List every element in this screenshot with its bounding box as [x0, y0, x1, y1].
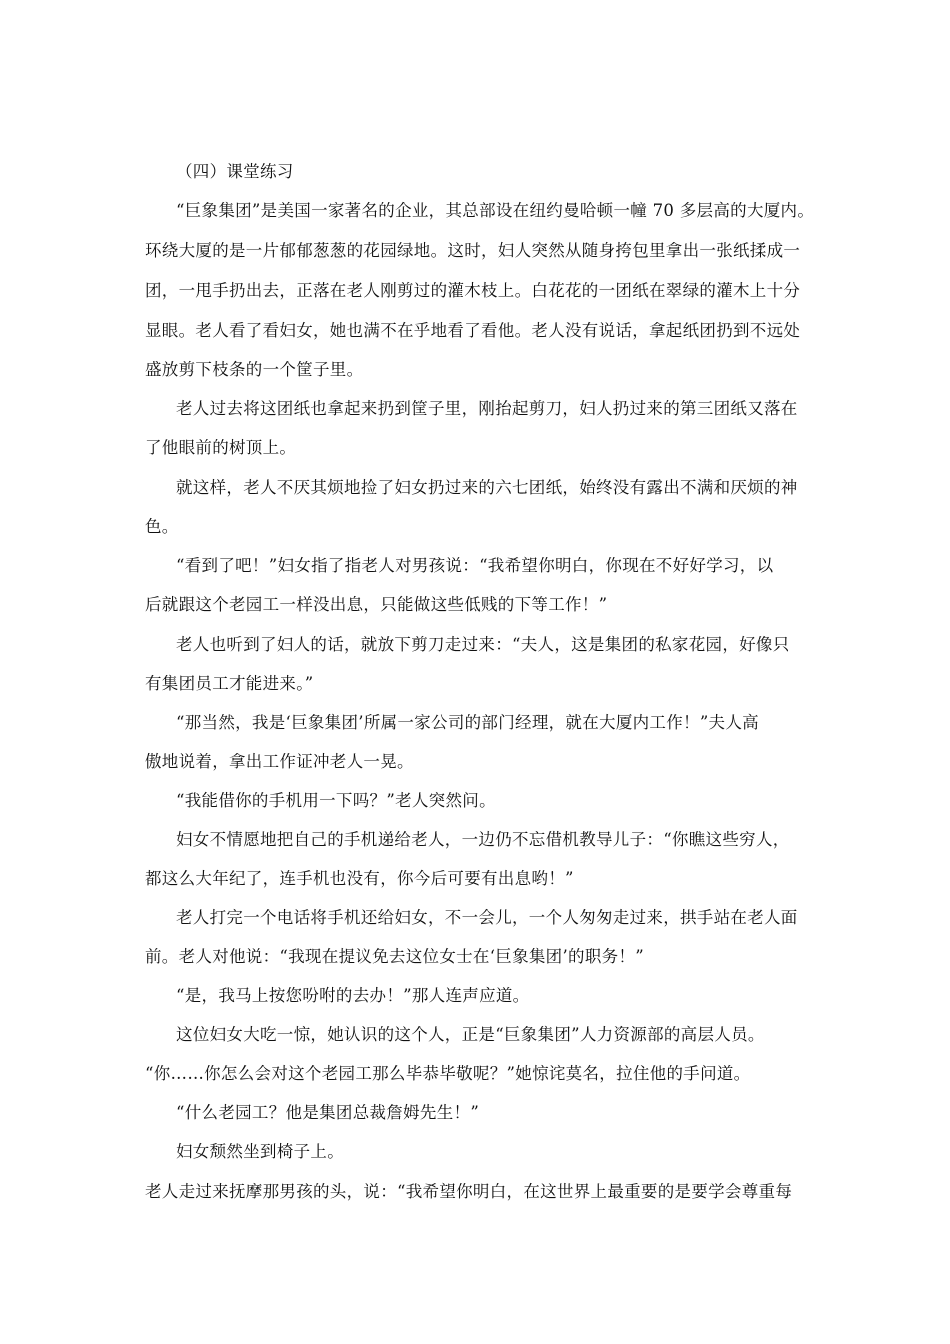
- paragraph-line: 老人也听到了妇人的话，就放下剪刀走过来：“夫人，这是集团的私家花园，好像只: [176, 635, 790, 654]
- paragraph-line: 团，一甩手扔出去，正落在老人刚剪过的灌木枝上。白花花的一团纸在翠绿的灌木上十分: [145, 281, 801, 300]
- paragraph-line: “什么老园工？他是集团总裁詹姆先生！”: [176, 1103, 480, 1122]
- paragraph-line: 了他眼前的树顶上。: [145, 438, 297, 457]
- paragraph-line: “看到了吧！”妇女指了指老人对男孩说：“我希望你明白，你现在不好好学习，以: [176, 556, 774, 575]
- paragraph-line: 老人过去将这团纸也拿起来扔到筐子里，刚抬起剪刀，妇人扔过来的第三团纸又落在: [176, 399, 798, 418]
- paragraph-line: 前。老人对他说：“我现在提议免去这位女士在‘巨象集团’的职务！”: [145, 947, 644, 966]
- paragraph-line: 老人走过来抚摩那男孩的头，说：“我希望你明白，在这世界上最重要的是要学会尊重每: [145, 1182, 793, 1201]
- paragraph-line: 都这么大年纪了，连手机也没有，你今后可要有出息哟！”: [145, 869, 574, 888]
- paragraph-line: 盛放剪下枝条的一个筐子里。: [145, 360, 364, 379]
- paragraph-line: 就这样，老人不厌其烦地捡了妇女扔过来的六七团纸，始终没有露出不满和厌烦的神: [176, 478, 798, 497]
- paragraph-line: “你……你怎么会对这个老园工那么毕恭毕敬呢？”她惊诧莫名，拉住他的手问道。: [145, 1064, 751, 1083]
- paragraph-line: 这位妇女大吃一惊，她认识的这个人，正是“巨象集团”人力资源部的高层人员。: [176, 1025, 765, 1044]
- paragraph-line: 老人打完一个电话将手机还给妇女，不一会儿，一个人匆匆走过来，拱手站在老人面: [176, 908, 798, 927]
- paragraph-line: “那当然，我是‘巨象集团’所属一家公司的部门经理，就在大厦内工作！”夫人高: [176, 713, 759, 732]
- paragraph-line: 环绕大厦的是一片郁郁葱葱的花园绿地。这时，妇人突然从随身挎包里拿出一张纸揉成一: [145, 241, 801, 260]
- paragraph-line: 傲地说着，拿出工作证冲老人一晃。: [145, 752, 414, 771]
- paragraph-line: “是，我马上按您吩咐的去办！”那人连声应道。: [176, 986, 530, 1005]
- paragraph-line: 妇女不情愿地把自己的手机递给老人，一边仍不忘借机教导儿子：“你瞧这些穷人，: [176, 830, 790, 849]
- paragraph-line: 后就跟这个老园工一样没出息，只能做这些低贱的下等工作！”: [145, 595, 608, 614]
- paragraph-line: 显眼。老人看了看妇女，她也满不在乎地看了看他。老人没有说话，拿起纸团扔到不远处: [145, 321, 801, 340]
- paragraph-line: “巨象集团”是美国一家著名的企业，其总部设在纽约曼哈顿一幢 70 多层高的大厦内。: [176, 201, 815, 220]
- paragraph-line: 妇女颓然坐到椅子上。: [176, 1142, 344, 1161]
- paragraph-line: “我能借你的手机用一下吗？”老人突然问。: [176, 791, 496, 810]
- section-heading: （四）课堂练习: [176, 162, 294, 181]
- paragraph-line: 色。: [145, 517, 179, 536]
- paragraph-line: 有集团员工才能进来。”: [145, 674, 314, 693]
